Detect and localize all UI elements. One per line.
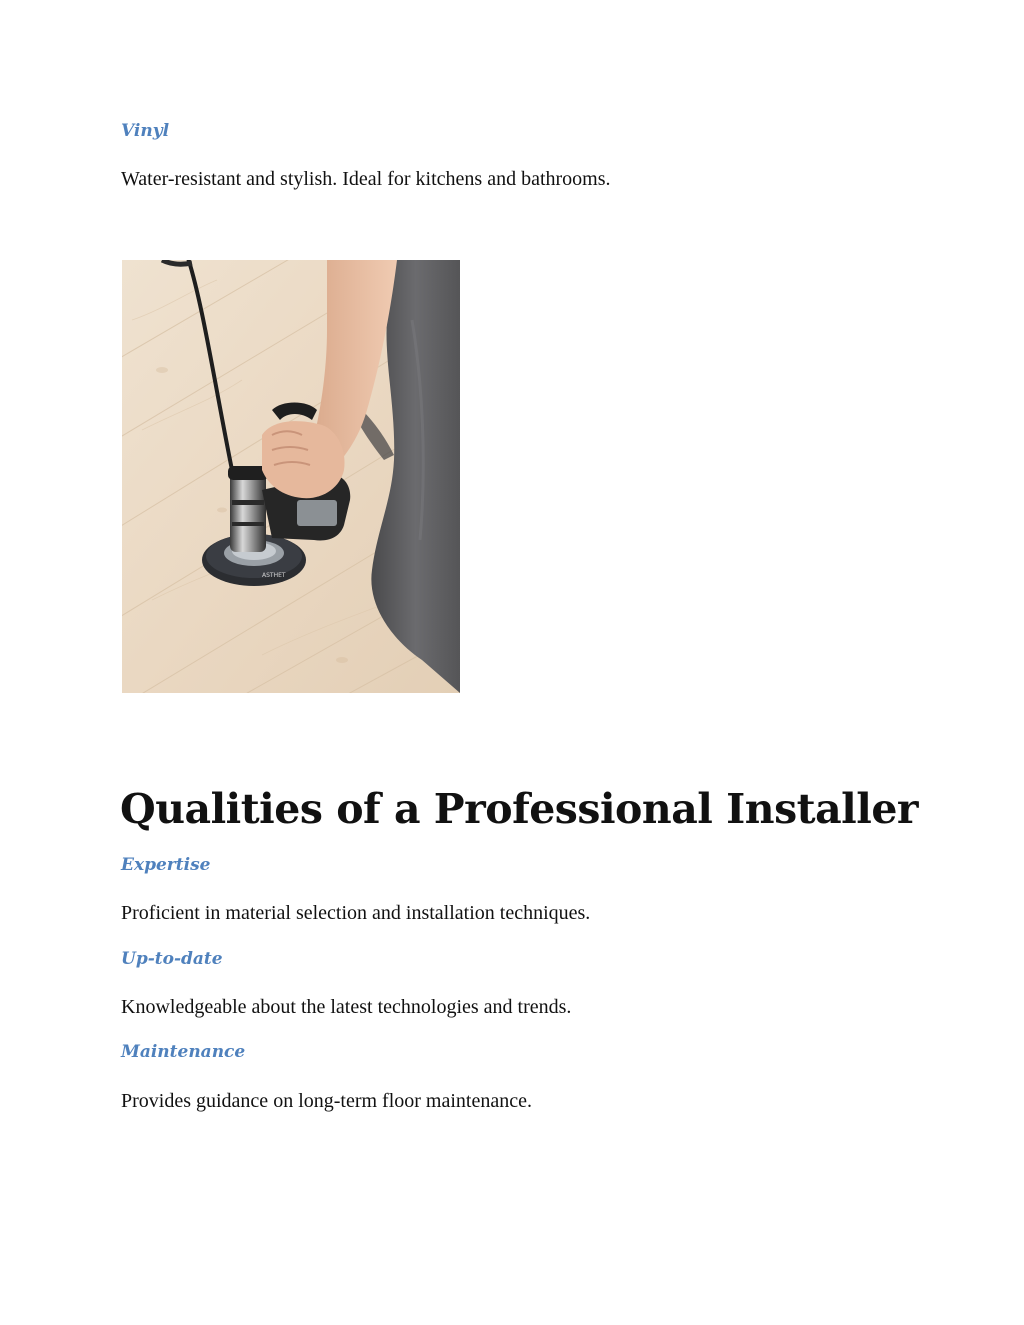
expertise-description: Proficient in material selection and installation techniques. [121, 902, 591, 924]
vinyl-heading: Vinyl [121, 121, 170, 141]
vinyl-description: Water-resistant and stylish. Ideal for kitchens and bathrooms. [121, 168, 611, 190]
up-to-date-heading: Up-to-date [121, 949, 223, 969]
installer-photo [122, 260, 460, 693]
maintenance-heading: Maintenance [121, 1042, 246, 1062]
expertise-heading: Expertise [121, 855, 211, 875]
up-to-date-description: Knowledgeable about the latest technologies and trends. [121, 996, 572, 1018]
maintenance-description: Provides guidance on long-term floor maintenance. [121, 1090, 532, 1112]
page-title: Qualities of a Professional Installer [120, 785, 919, 833]
tool-brand-label: ASTHET [262, 572, 286, 579]
